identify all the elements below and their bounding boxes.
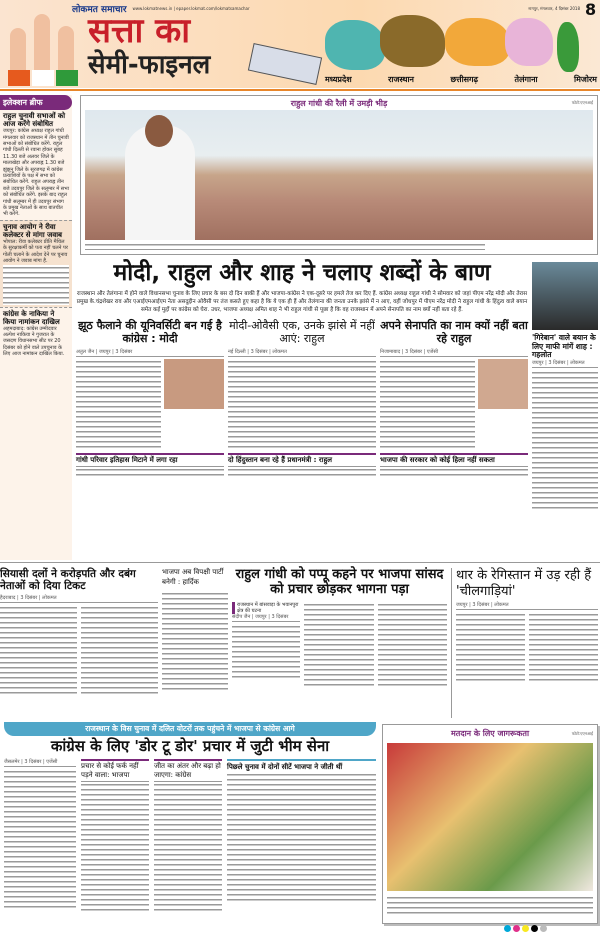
brief-body: अहमदाबाद: कांग्रेस उम्मीदवार अल्पेश नाकिया ने गुजरात के जसदण विधानसभा सीट पर 20 दिसंबर को होने वाले उपचुनाव के लिए आज नामांकन दाखिल किया.: [3, 325, 65, 358]
evm-machine-illustration: [248, 43, 322, 85]
lead-package: [76, 260, 528, 560]
brief-item: [0, 110, 72, 220]
lead-deck: राजस्थान और तेलंगाना में होने वाले विधानसभा चुनाव के लिए प्रचार के बस दो दिन बाकी हैं और भाजपा-कांग्रेस ने एक-दूसरे पर हमले तेज कर दिए हैं. कांग्रेस अध्यक्ष राहुल गांधी ने सोमवार को जहां पीएम नरेंद्र मोदी और तेरास प्रमुख के.चंद्रशेखर राव और एआईएमआईएम नेता असदुद्दीन ओवैसी पर तंज कसते हुए कहा है कि ये एक ही हैं और तेलंगाना की जनता उनके झांसे में न आए, वहीं जोधपुर में पीएम नरेंद्र मोदी ने राहुल गांधी के हिंदुत्व वाले बयान समेत कई मुद्दों पर कांग्रेस को घेरा. उधर, भाजपा अध्यक्ष अमित शाह ने भी राहुल गांधी से पूछा है कि वह राजस्थान में अपने सेनापति का नाम क्यों नहीं बता रहे हैं.: [76, 291, 528, 314]
state-label: मिजोरम: [574, 75, 597, 84]
byline: जैसलमेर | 3 दिसंबर | एजेंसी: [4, 759, 76, 767]
byline: अतुल जैन | जयपुर | 3 दिसंबर: [76, 349, 224, 357]
byline: निजामाबाद | 3 दिसंबर | एजेंसी: [380, 349, 528, 357]
modi-photo: [164, 359, 224, 409]
map-rajasthan: [380, 15, 445, 67]
story-headline: भाजपा अब विपक्षी पार्टी बनेगी : हार्दिक: [162, 568, 224, 586]
story-modi: [76, 320, 224, 478]
camel-awareness-photo: [387, 743, 593, 891]
byline: नई दिल्ली | 3 दिसंबर | लोकमत: [228, 349, 376, 357]
photo-caption: [85, 242, 485, 250]
shah-photo: [478, 359, 528, 409]
byline: हैदराबाद | 3 दिसंबर | लोकमत: [0, 595, 158, 603]
lead-stories: [76, 320, 528, 478]
story-headline: कांग्रेस के लिए 'डोर टू डोर' प्रचार में जुटी भीम सेना: [50, 737, 330, 755]
story-thar: [451, 568, 598, 718]
awareness-photo-box: [382, 724, 598, 924]
map-chhattisgarh: [445, 18, 510, 66]
photo-caption: [387, 895, 593, 915]
story-rahul: [228, 320, 376, 478]
gehlot-photo: [532, 262, 598, 330]
lead-headline: मोदी, राहुल और शाह ने चलाए शब्दों के बाण: [113, 260, 491, 286]
state-labels: [325, 74, 597, 85]
byline: जयपुर | 3 दिसंबर | लोकमत: [532, 360, 598, 368]
rally-crowd-photo: [85, 110, 593, 240]
kicker: राजस्थान में बांसवाड़ा के भवानपुरा क्षेत्र की घटना: [232, 602, 300, 614]
story-headline: अपने सेनापति का नाम क्यों नहीं बता रहे राहुल: [380, 319, 528, 346]
brief-item: [0, 307, 72, 360]
subhead: भाजपा की सरकार को कोई हिला नहीं सकता: [380, 453, 528, 467]
state-label: छत्तीसगढ़: [450, 75, 479, 84]
story-shah: [380, 320, 528, 478]
brief-body: जयपुर: कांग्रेस अध्यक्ष राहुल गांधी मंगलवार को राजस्थान में तीन चुनावी सभाओं को संबोधित करेंगे. राहुल गांधी दिल्ली से रवाना होकर सुबह 11.30 बजे अलवर जिले के मालाखेड़ा और अपराह्न 1.30 बजे झुंझुनू जिले के सूरजगढ़ में कांग्रेस प्रत्याशियों के पक्ष में सभा को संबोधित करेंगे. राहुल अपराह्न तीन बजे उदयपुर जिले के सलूम्बर में सभा को संबोधित करेंगे. इसके बाद राहुल गांधी सलूम्बर में ही उदयपुर संभाग के प्रमुख नेताओं के साथ बातचीत भी करेंगे.: [3, 128, 69, 218]
story-hardik: [162, 568, 228, 718]
subhead: प्रचार से कोई फर्क नहीं पड़ने वाला: भाजपा: [81, 759, 149, 782]
brief-body: भोपाल: रीवा कलेक्टर प्रीति मैथिल के सुरक्षाकर्मी को पता नहीं चलने पर गोली चलाने के आदेश देने पर चुनाव आयोग ने जवाब मांगा है.: [3, 238, 68, 265]
byline: जयपुर | 3 दिसंबर | लोकमत: [456, 602, 598, 610]
brief-headline: राहुल चुनावी सभाओं को आज करेंगे संबोधित: [3, 112, 66, 129]
story-gehlot: [532, 262, 598, 560]
page-number: 8: [585, 0, 597, 19]
story-headline: सियासी दलों ने करोड़पति और दबंग नेताओं को दिया टिकट: [0, 568, 136, 593]
brief-headline: चुनाव आयोग ने रीवा कलेक्टर से मांगा जवाब: [3, 222, 63, 239]
kicker: राजस्थान के विस चुनाव में दलित वोटरों तक पहुंचने में भाजपा से कांग्रेस आगे: [4, 722, 376, 736]
story-headline: मोदी-ओवैसी एक, उनके झांसे में नहीं आएं: राहुल: [229, 319, 375, 346]
map-telangana: [505, 18, 553, 66]
story-headline: 'गिरेबान' वाले बयान के लिए माफी मांगें शाह : गहलोत: [532, 333, 596, 360]
paper-url: www.lokmatnews.in | epaper.lokmat.com/lokmatsamachar: [132, 6, 250, 11]
story-pappu: [232, 568, 447, 718]
rally-photo-box: [80, 95, 598, 255]
registration-dots: [504, 925, 547, 932]
byline: संदीप जैन | जयपुर | 3 दिसंबर: [232, 614, 300, 622]
story-bhim-sena: [4, 722, 376, 932]
subhead: गांधी परिवार इतिहास मिटाने में लगा रहा: [76, 453, 224, 467]
dateline: नागपुर, मंगलवार, 4 दिसंबर 2018: [528, 6, 580, 11]
brief-headline: कांग्रेस के नाकिया ने किया नामांकन दाखिल: [3, 309, 60, 326]
masthead-rule: [0, 89, 600, 91]
map-mizoram: [557, 22, 579, 72]
photo-title: मतदान के लिए जागरूकता: [450, 729, 530, 738]
subhead: दो हिंदुस्तान बना रहे हैं प्रधानमंत्री : राहुल: [228, 453, 376, 467]
paper-name: लोकमत समाचार: [72, 5, 127, 15]
story-headline: राहुल गांधी को पप्पू कहने पर भाजपा सांसद को प्रचार छोड़कर भागना पड़ा: [235, 567, 444, 597]
subhead: जीत का अंतर और बढ़ा हो जाएगा: कांग्रेस: [154, 759, 222, 782]
story-headline: थार के रेगिस्तान में उड़ रही हैं 'चीलगाड़ियां': [456, 568, 592, 599]
state-label: तेलंगाना: [514, 75, 538, 84]
story-headline: झूठ फैलाने की यूनिवर्सिटी बन गई है कांग्रेस : मोदी: [78, 319, 222, 346]
photo-credit: फोटो:एएनआई: [571, 100, 593, 105]
election-brief-column: [0, 95, 72, 560]
masthead: [0, 0, 600, 88]
subhead: पिछले चुनाव में दोनों सीटें भाजपा ने जीती थीं: [227, 759, 376, 772]
state-label: मध्यप्रदेश: [325, 75, 352, 84]
photo-credit: फोटो:एएनआई: [571, 731, 593, 736]
masthead-subtitle: सेमी-फाइनल: [88, 50, 211, 80]
voting-fingers-illustration: [8, 8, 83, 86]
brief-item: [0, 220, 72, 307]
story-crorepati: [0, 568, 158, 718]
masthead-title: सत्ता का: [88, 11, 191, 51]
state-label: राजस्थान: [388, 75, 414, 84]
election-brief-label: इलेक्शन ब्रीफ: [0, 95, 72, 110]
photo-title: राहुल गांधी की रैली में उमड़ी भीड़: [290, 99, 388, 108]
map-madhya-pradesh: [325, 20, 385, 70]
